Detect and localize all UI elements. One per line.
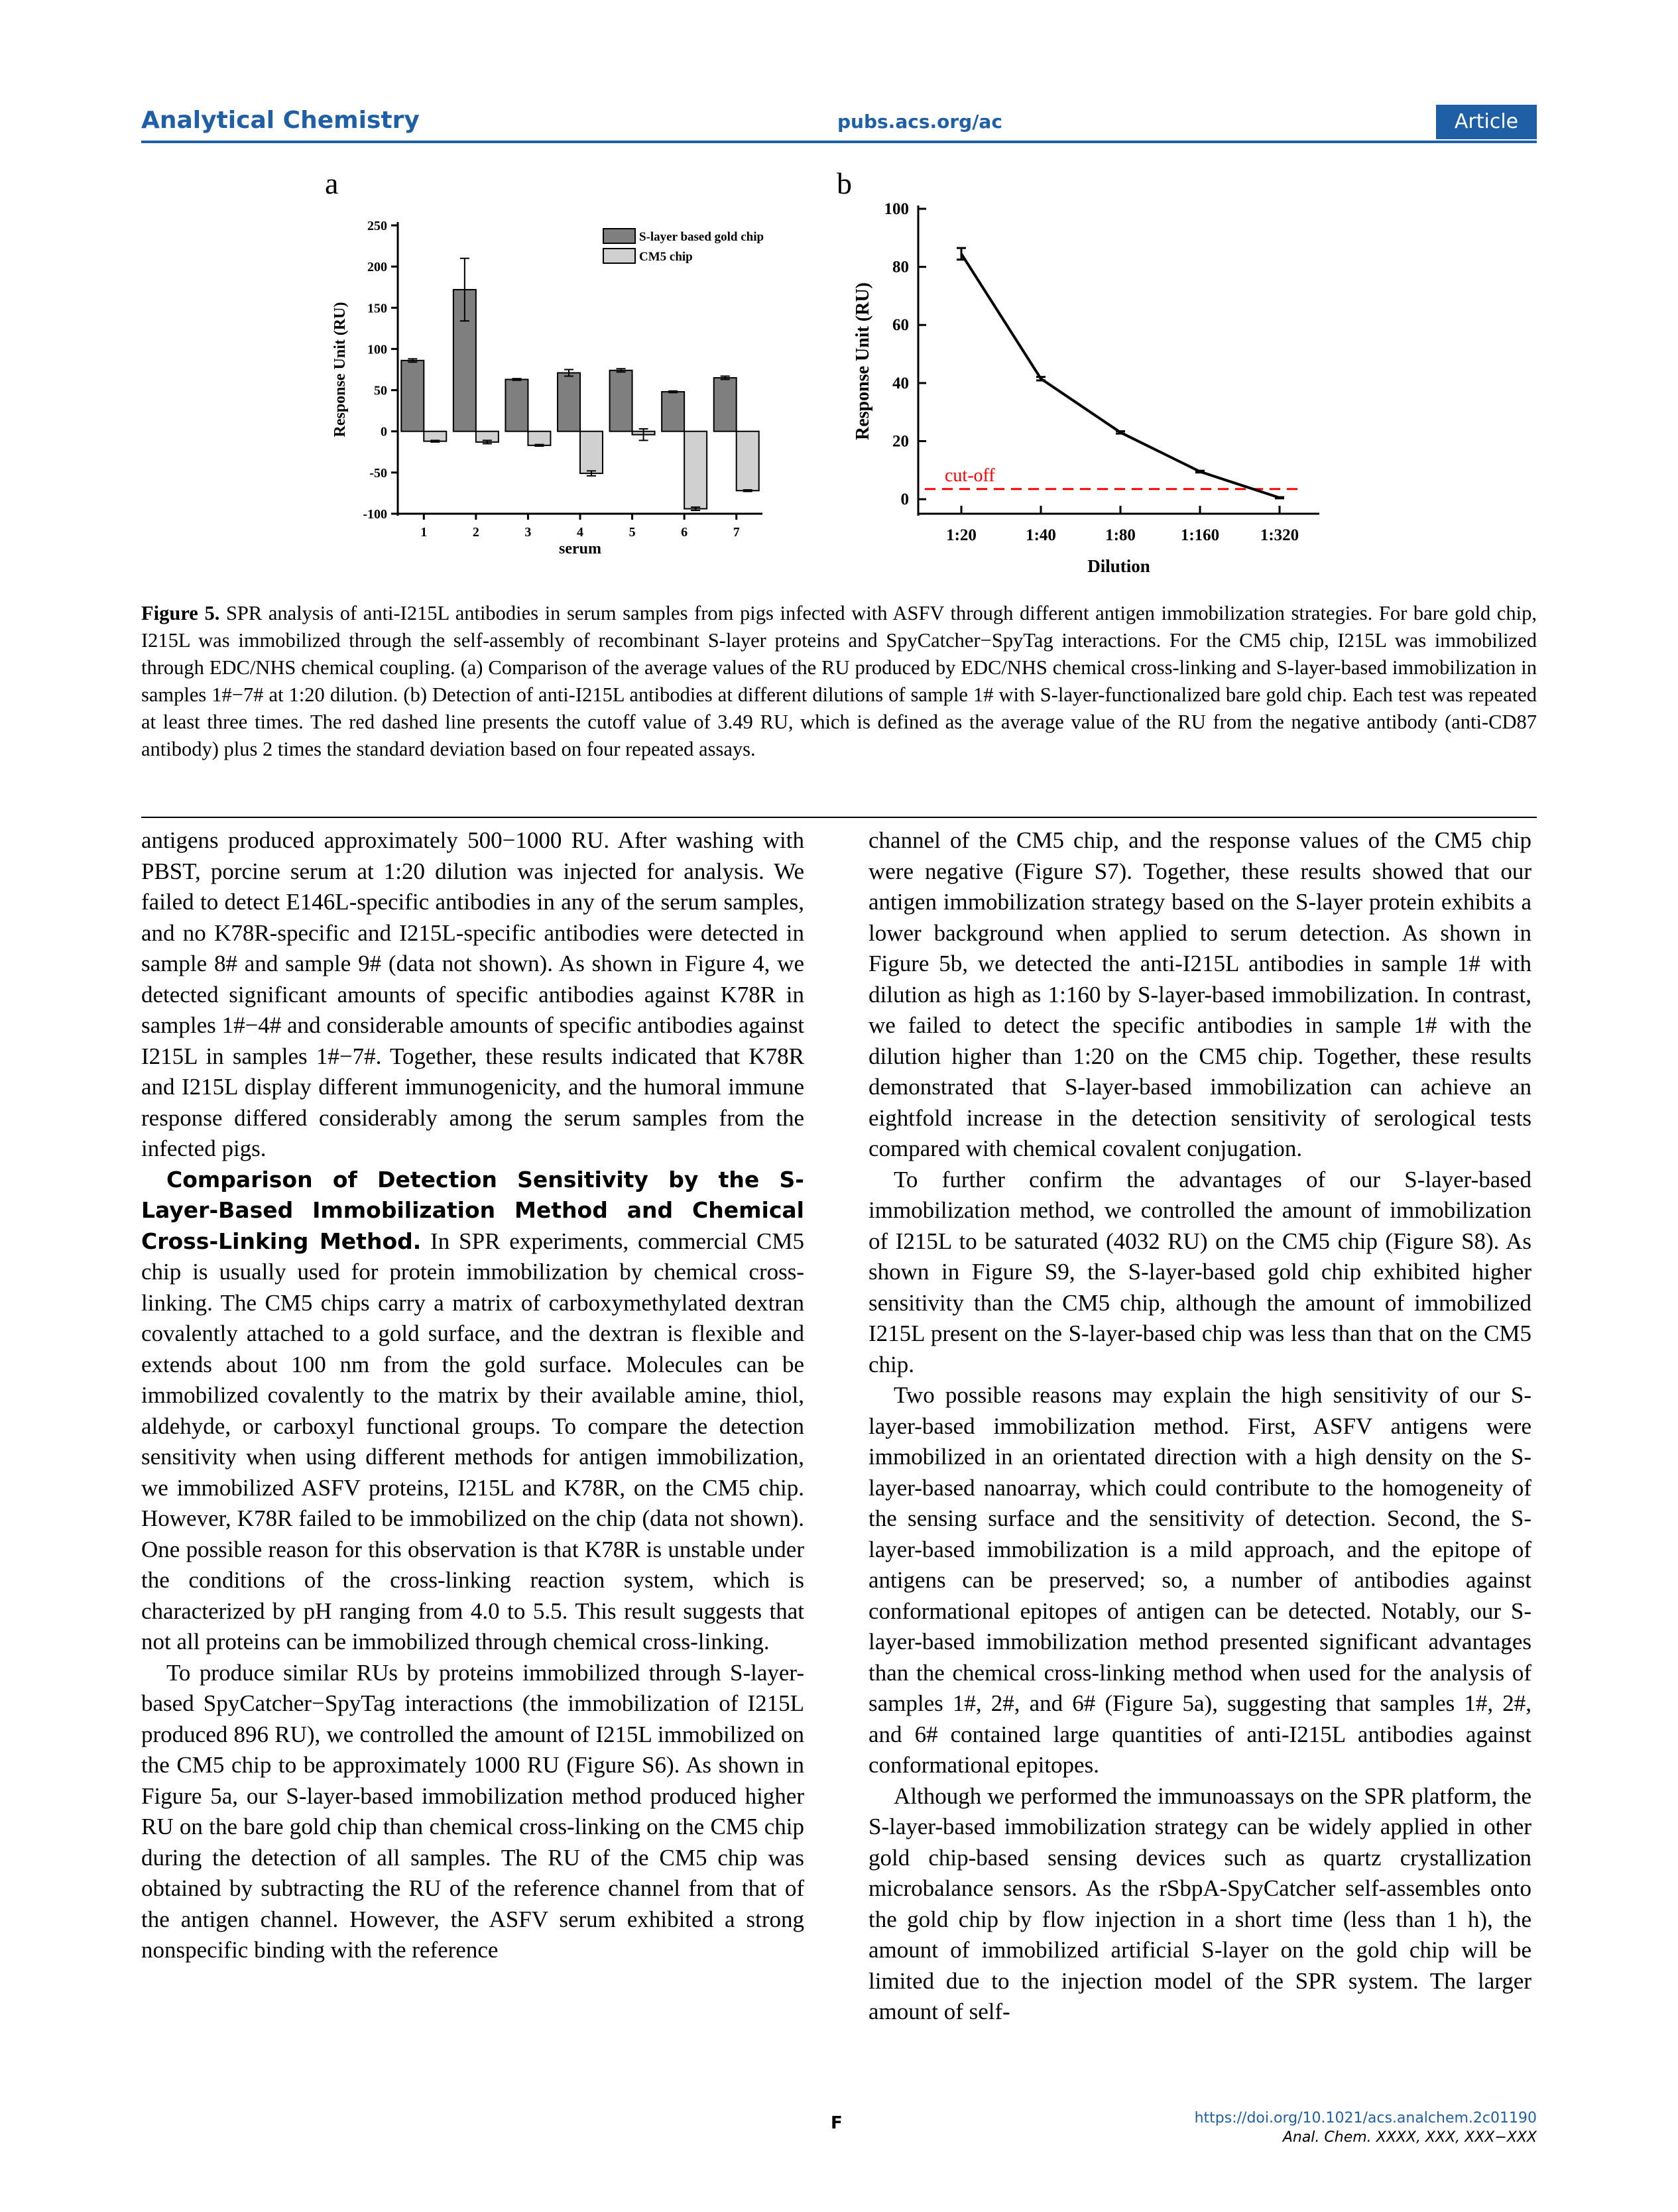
- bar-gold-chip: [505, 379, 528, 431]
- y-tick-label: 150: [367, 301, 387, 316]
- y-tick-label: 100: [884, 200, 909, 218]
- legend-label: S-layer based gold chip: [639, 230, 764, 244]
- data-line: [961, 254, 1280, 498]
- panel-a-letter: a: [325, 166, 339, 200]
- paragraph: To produce similar RUs by proteins immobilized through S-layer-based SpyCatcher−SpyTag interactions (the immobilization of I215L produced 896 RU), we controlled the amount of I215L immobilized on the CM5 chip to be approximately 1000 RU (Figure S6). As shown in Figure 5a, our S-layer-based immobilization method produced higher RU on the bare gold chip than chemical cross-linking on the CM5 chip during the detection of all samples. The RU of the CM5 chip was obtained by subtracting the RU of the reference channel from that of the antigen channel. However, the ASFV serum exhibited a strong nonspecific binding with the reference: [141, 1659, 804, 1963]
- y-tick-label: 20: [892, 432, 909, 451]
- bar-cm5: [684, 432, 707, 509]
- y-tick-label: -50: [369, 465, 387, 481]
- line-chart-dilution: [842, 192, 1359, 583]
- legend-swatch: [603, 249, 635, 263]
- body-column-right: [869, 825, 1531, 2028]
- x-tick-label: 1:40: [1026, 526, 1056, 544]
- legend-label: CM5 chip: [639, 250, 693, 264]
- y-tick-label: 80: [892, 258, 909, 276]
- x-tick-label: 3: [524, 525, 532, 540]
- journal-url[interactable]: pubs.acs.org/ac: [837, 111, 1002, 133]
- x-tick-label: 4: [577, 525, 583, 540]
- page-header: [141, 105, 1537, 143]
- bar-gold-chip: [558, 373, 580, 431]
- bar-cm5: [580, 432, 603, 473]
- x-tick-label: 1:80: [1105, 526, 1136, 544]
- x-tick-label: 1:20: [946, 526, 977, 544]
- paragraph-text: In SPR experiments, commercial CM5 chip is usually used for protein immobilization by chemical cross-linking. The CM5 chips carry a matrix of carboxymethylated dextran covalently attached to a gold surface, and the dextran is flexible and extends about 100 nm from the gold surface. Molecules can be immobilized covalently to the matrix by their available amine, thiol, aldehyde, or carboxyl functional groups. To compare the detection sensitivity when using different methods for antigen immobilization, we immobilized ASFV proteins, I215L and K78R, on the CM5 chip. However, K78R failed to be immobilized on the chip (data not shown). One possible reason for this observation is that K78R is unstable under the conditions of the cross-linking reaction system, which is characterized by pH ranging from 4.0 to 5.5. This result suggests that not all proteins can be immobilized through chemical cross-linking.: [141, 1228, 804, 1655]
- x-axis-title: Dilution: [1087, 556, 1150, 576]
- bar-chart-serum: [325, 212, 789, 570]
- x-tick-label: 2: [472, 525, 479, 540]
- y-axis-title: Response Unit (RU): [853, 282, 873, 440]
- article-badge: Article: [1436, 105, 1537, 139]
- x-tick-label: 5: [629, 525, 636, 540]
- figure-caption: [141, 600, 1537, 763]
- bar-gold-chip: [401, 361, 424, 432]
- journal-title[interactable]: Analytical Chemistry: [141, 107, 420, 134]
- y-tick-label: 0: [381, 424, 387, 439]
- bar-cm5: [737, 432, 759, 491]
- paragraph: antigens produced approximately 500−1000 RU. After washing with PBST, porcine serum at 1:20 dilution was injected for analysis. We failed to detect E146L-specific antibodies in any of the serum samples, and no K78R-specific and I215L-specific antibodies were detected in sample 8# and sample 9# (data not shown). As shown in Figure 4, we detected significant amounts of specific antibodies against K78R in samples 1#−4# and considerable amounts of specific antibodies against I215L in samples 1#−7#. Together, these results indicated that K78R and I215L display different immunogenicity, and the humoral immune response differed considerably among the serum samples from the infected pigs.: [141, 827, 804, 1161]
- x-tick-label: 1: [420, 525, 428, 540]
- y-tick-label: -100: [363, 507, 387, 522]
- page-number: F: [831, 2113, 843, 2133]
- paragraph: channel of the CM5 chip, and the response values of the CM5 chip were negative (Figure S7). Together, these results showed that our antigen immobilization strategy based on the S-layer protein exhibits a lower background when applied to serum detection. As shown in Figure 5b, we detected the anti-I215L antibodies in sample 1# with dilution as high as 1:160 by S-layer-based immobilization. In contrast, we failed to detect the specific antibodies in sample 1# with the dilution higher than 1:20 on the CM5 chip. Together, these results demonstrated that S-layer-based immobilization can achieve an eightfold increase in the detection sensitivity of serological tests compared with chemical covalent conjugation.: [869, 827, 1531, 1161]
- citation: Anal. Chem. XXXX, XXX, XXX−XXX: [1282, 2129, 1537, 2146]
- y-tick-label: 200: [367, 260, 387, 275]
- y-tick-label: 40: [892, 374, 909, 392]
- caption-text: SPR analysis of anti-I215L antibodies in serum samples from pigs infected with ASFV through different antigen immobilization strategies. For bare gold chip, I215L was immobilized through the self-assembly of recombinant S-layer proteins and SpyCatcher−SpyTag interactions. For the CM5 chip, I215L was immobilized through EDC/NHS chemical coupling. (a) Comparison of the average values of the RU produced by EDC/NHS chemical cross-linking and S-layer-based immobilization in samples 1#−7# at 1:20 dilution. (b) Detection of anti-I215L antibodies at different dilutions of sample 1# with S-layer-functionalized bare gold chip. Each test was repeated at least three times. The red dashed line presents the cutoff value of 3.49 RU, which is defined as the average value of the RU from the negative antibody (anti-CD87 antibody) plus 2 times the standard deviation based on four repeated assays.: [141, 602, 1537, 760]
- y-tick-label: 250: [367, 219, 387, 233]
- body-column-left: [141, 825, 804, 1966]
- bar-gold-chip: [610, 371, 632, 432]
- x-tick-label: 1:160: [1180, 526, 1220, 544]
- paragraph: To further confirm the advantages of our S-layer-based immobilization method, we controlled the amount of immobilization of I215L to be saturated (4032 RU) on the CM5 chip (Figure S8). As shown in Figure S9, the S-layer-based gold chip exhibited higher sensitivity than the CM5 chip, although the amount of immobilized I215L present on the S-layer-based chip was less than that on the CM5 chip.: [869, 1166, 1531, 1377]
- section-paragraph: [141, 1165, 804, 1658]
- bar-cm5: [528, 432, 550, 445]
- caption-label: Figure 5.: [141, 602, 220, 624]
- paragraph: Two possible reasons may explain the high sensitivity of our S-layer-based immobilization method. First, ASFV antigens were immobilized in an orientated direction with a high density on the S-layer-based nanoarray, which could contribute to the homogeneity of the sensing surface and the sensitivity of detection. Second, the S-layer-based immobilization is a mild approach, and the epitope of antigens can be preserved; so, a number of antibodies against conformational epitopes of antigen can be detected. Notably, our S-layer-based immobilization method presented significant advantages than the chemical cross-linking method when used for the analysis of samples 1#, 2#, and 6# (Figure 5a), suggesting that samples 1#, 2#, and 6# contained large quantities of anti-I215L antibodies against conformational epitopes.: [869, 1382, 1531, 1778]
- x-tick-label: 7: [733, 525, 740, 540]
- y-tick-label: 50: [374, 383, 387, 398]
- bar-gold-chip: [662, 392, 684, 432]
- caption-divider: [141, 817, 1537, 818]
- y-tick-label: 100: [367, 342, 387, 357]
- x-tick-label: 1:320: [1260, 526, 1299, 544]
- doi-link[interactable]: https://doi.org/10.1021/acs.analchem.2c01190: [1194, 2110, 1537, 2126]
- paragraph: Although we performed the immunoassays on the SPR platform, the S-layer-based immobilization strategy can be widely applied in other gold chip-based sensing devices such as quartz crystallization microbalance sensors. As the rSbpA-SpyCatcher self-assembles onto the gold chip by flow injection in a short time (less than 1 h), the amount of immobilized artificial S-layer on the gold chip will be limited due to the injection model of the SPR system. The larger amount of self-: [869, 1782, 1531, 2024]
- y-axis-title: Response Unit (RU): [331, 302, 349, 437]
- y-tick-label: 60: [892, 316, 909, 335]
- bar-gold-chip: [714, 378, 737, 432]
- section-title: Comparison of Detection Sensitivity by the S-Layer-Based Immobilization Method and Chemical Cross-Linking Method.: [141, 1166, 804, 1254]
- cutoff-label: cut-off: [945, 465, 995, 486]
- x-axis-title: serum: [559, 540, 601, 557]
- y-tick-label: 0: [900, 491, 909, 509]
- x-tick-label: 6: [681, 525, 688, 540]
- legend-swatch: [603, 229, 635, 243]
- panel-b-letter: b: [837, 166, 852, 200]
